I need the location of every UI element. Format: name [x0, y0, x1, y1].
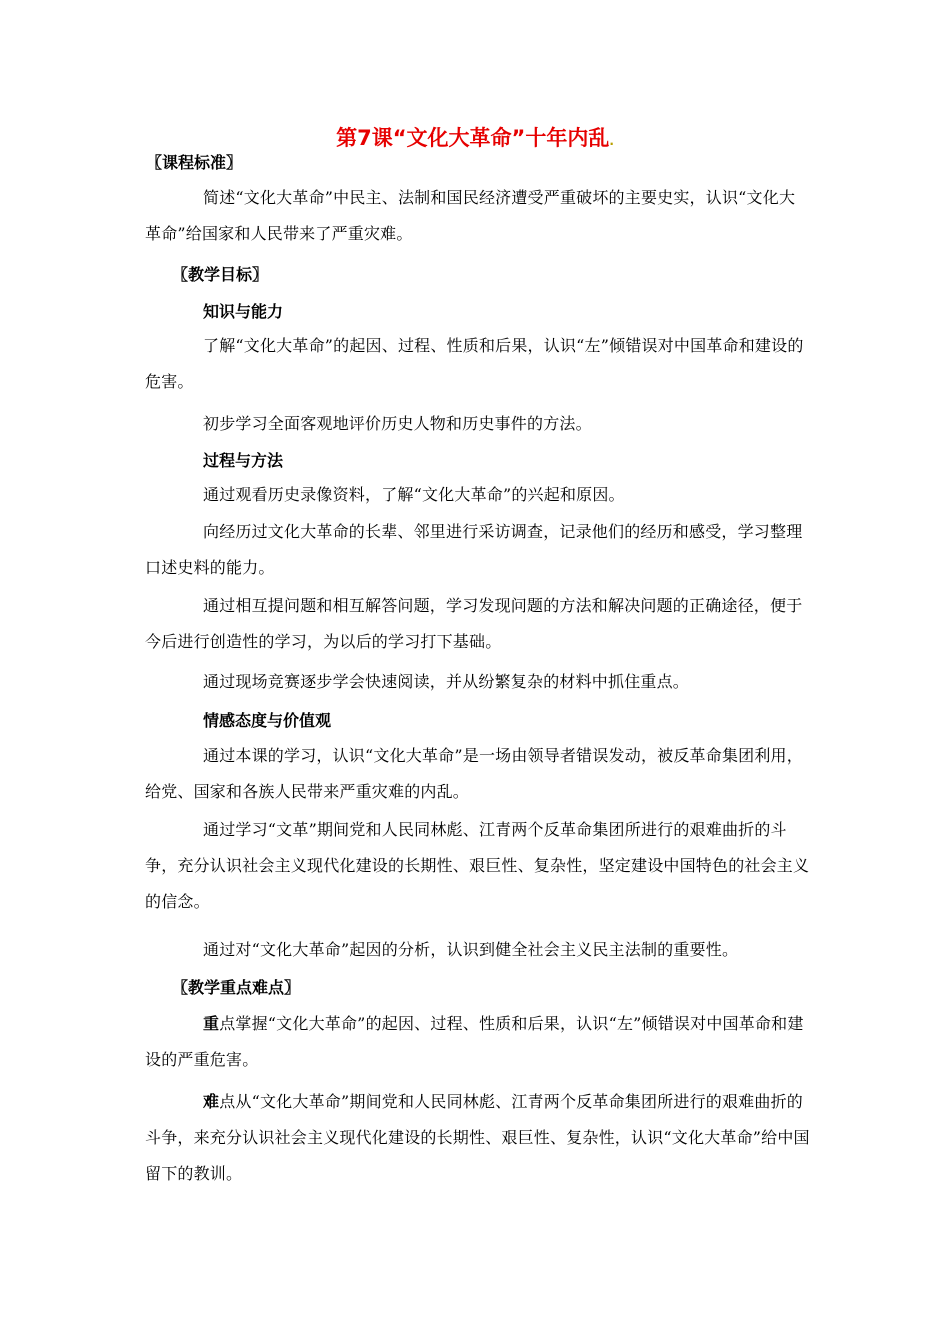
emotion-paragraph-1: 通过本课的学习，认识“文化大革命”是一场由领导者错误发动，被反革命集团利用，给党、国家和各族人民带来严重灾难的内乱。 — [145, 746, 803, 801]
difficulty-paragraph — [145, 1084, 810, 1192]
knowledge-paragraph-2: 初步学习全面客观地评价历史人物和历史事件的方法。 — [203, 414, 592, 433]
emotion-heading: 情感态度与价值观 — [203, 711, 332, 730]
difficulty-lead-char: 难 — [203, 1092, 220, 1111]
process-paragraph-2: 向经历过文化大革命的长辈、邻里进行采访调查，记录他们的经历和感受，学习整理口述史料的能力。 — [145, 522, 803, 577]
key-lead-char: 重 — [203, 1014, 220, 1033]
difficulty-text: 点从“文化大革命”期间党和人民同林彪、江青两个反革命集团所进行的艰难曲折的斗争，来充分认识社会主义现代化建设的长期性、艰巨性、复杂性，认识“文化大革命”给中国留下的教训。 — [145, 1092, 810, 1183]
standard-text: 简述“文化大革命”中民主、法制和国民经济遭受严重破坏的主要史实，认识“文化大革命”给国家和人民带来了严重灾难。 — [145, 188, 796, 243]
knowledge-heading: 知识与能力 — [203, 302, 284, 321]
page-title — [0, 124, 950, 155]
key-points-text: 点掌握“文化大革命”的起因、过程、性质和后果，认识“左”倾错误对中国革命和建设的严重危害。 — [145, 1014, 804, 1069]
knowledge-paragraph-1: 了解“文化大革命”的起因、过程、性质和后果，认识“左”倾错误对中国革命和建设的危害。 — [145, 336, 804, 391]
key-difficulty-heading: 〖教学重点难点〗 — [172, 978, 301, 997]
process-paragraph-4: 通过现场竞赛逐步学会快速阅读，并从纷繁复杂的材料中抓住重点。 — [203, 672, 690, 691]
title-text: 第7课“文化大革命”十年内乱 — [336, 126, 610, 150]
emotion-paragraph-3: 通过对“文化大革命”起因的分析，认识到健全社会主义民主法制的重要性。 — [203, 940, 739, 959]
goals-heading: 〖教学目标〗 — [172, 265, 269, 284]
standard-heading: 〖课程标准〗 — [146, 153, 243, 172]
key-points-paragraph — [145, 1006, 810, 1078]
title-dot: . — [609, 134, 614, 148]
process-paragraph-1: 通过观看历史录像资料，了解“文化大革命”的兴起和原因。 — [203, 485, 625, 504]
process-heading: 过程与方法 — [203, 451, 284, 470]
emotion-paragraph-2: 通过学习“文革”期间党和人民同林彪、江青两个反革命集团所进行的艰难曲折的斗争，充分认识社会主义现代化建设的长期性、艰巨性、复杂性，坚定建设中国特色的社会主义的信念。 — [145, 820, 810, 911]
process-paragraph-3: 通过相互提问题和相互解答问题，学习发现问题的方法和解决问题的正确途径，便于今后进行创造性的学习，为以后的学习打下基础。 — [145, 596, 803, 651]
